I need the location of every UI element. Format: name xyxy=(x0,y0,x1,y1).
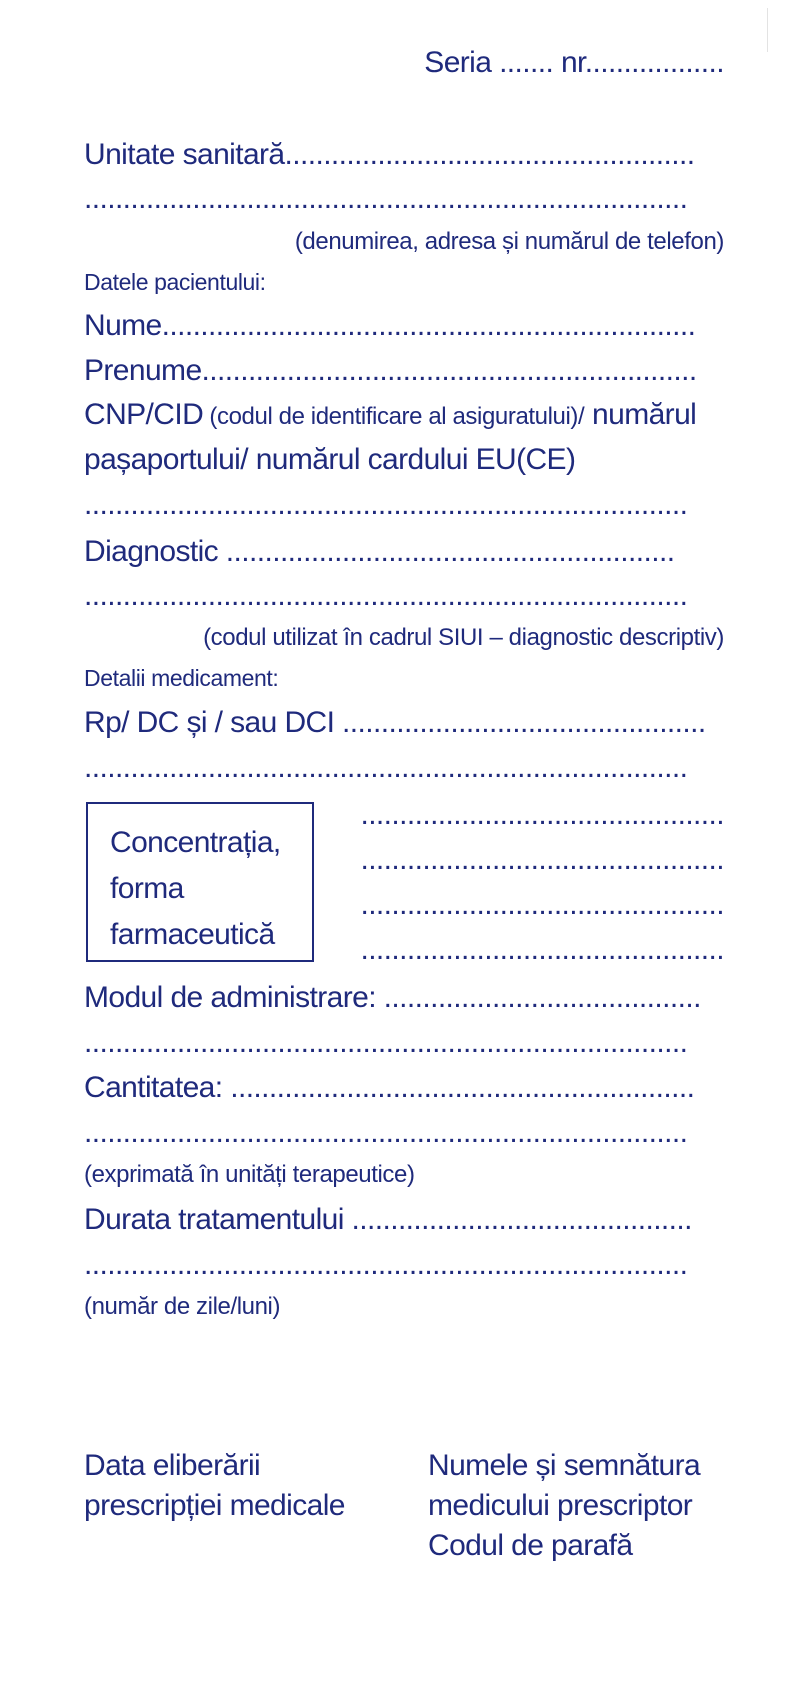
cnp-hint: (codul de identificare al asiguratului)/ xyxy=(203,403,585,430)
duration-line: Durata tratamentului ............................................ xyxy=(84,1205,692,1235)
quantity-hint: (exprimată în unități terapeutice) xyxy=(84,1163,415,1187)
quantity-line: Cantitatea: ............................................................ xyxy=(84,1073,695,1103)
quantity-dots-line: .............................................................................. xyxy=(84,1118,688,1148)
patient-cnp-line xyxy=(84,400,724,430)
concentration-dots-line: ............................................... xyxy=(360,845,724,875)
series-number-line: Seria ....... nr.................. xyxy=(424,48,724,78)
medication-rp-line: Rp/ DC și / sau DCI ............................................... xyxy=(84,708,706,738)
health-unit-hint: (denumirea, adresa și numărul de telefon) xyxy=(294,230,724,254)
doctor-signature-label: Numele și semnătura medicului prescriptor Codul de parafă xyxy=(428,1449,701,1562)
medication-section-title: Detalii medicament: xyxy=(84,667,279,690)
health-unit-dots-line: .............................................................................. xyxy=(84,184,688,214)
patient-first-name-line: Prenume................................................................ xyxy=(84,356,697,386)
diagnostic-line: Diagnostic .......................................................... xyxy=(84,537,675,567)
health-unit-line: Unitate sanitară..................................................... xyxy=(84,140,695,170)
diagnostic-dots-line: .............................................................................. xyxy=(84,581,688,611)
issue-date-label: Data eliberării prescripției medicale xyxy=(84,1449,345,1522)
medication-rp-dots-line: .............................................................................. xyxy=(84,753,688,783)
duration-hint: (număr de zile/luni) xyxy=(84,1295,281,1319)
cnp-tail: numărul xyxy=(584,400,697,430)
page-edge-mark xyxy=(767,8,768,52)
patient-name-line: Nume..................................................................... xyxy=(84,311,696,341)
concentration-form-label: Concentrația, forma farmaceutică xyxy=(110,826,281,951)
concentration-dots-line: ............................................... xyxy=(360,935,724,965)
administration-dots-line: .............................................................................. xyxy=(84,1028,688,1058)
patient-section-title: Datele pacientului: xyxy=(84,271,266,294)
cnp-label: CNP/CID xyxy=(84,400,204,430)
duration-dots-line: .............................................................................. xyxy=(84,1250,688,1280)
concentration-dots-line: ............................................... xyxy=(360,800,724,830)
diagnostic-hint: (codul utilizat în cadrul SIUI – diagnostic descriptiv) xyxy=(203,626,724,650)
concentration-dots-line: ............................................... xyxy=(360,890,724,920)
concentration-form-box xyxy=(86,802,314,962)
administration-line: Modul de administrare: ......................................... xyxy=(84,983,701,1013)
patient-id-dots-line: .............................................................................. xyxy=(84,490,688,520)
patient-passport-line: pașaportului/ numărul cardului EU(CE) xyxy=(84,445,576,475)
